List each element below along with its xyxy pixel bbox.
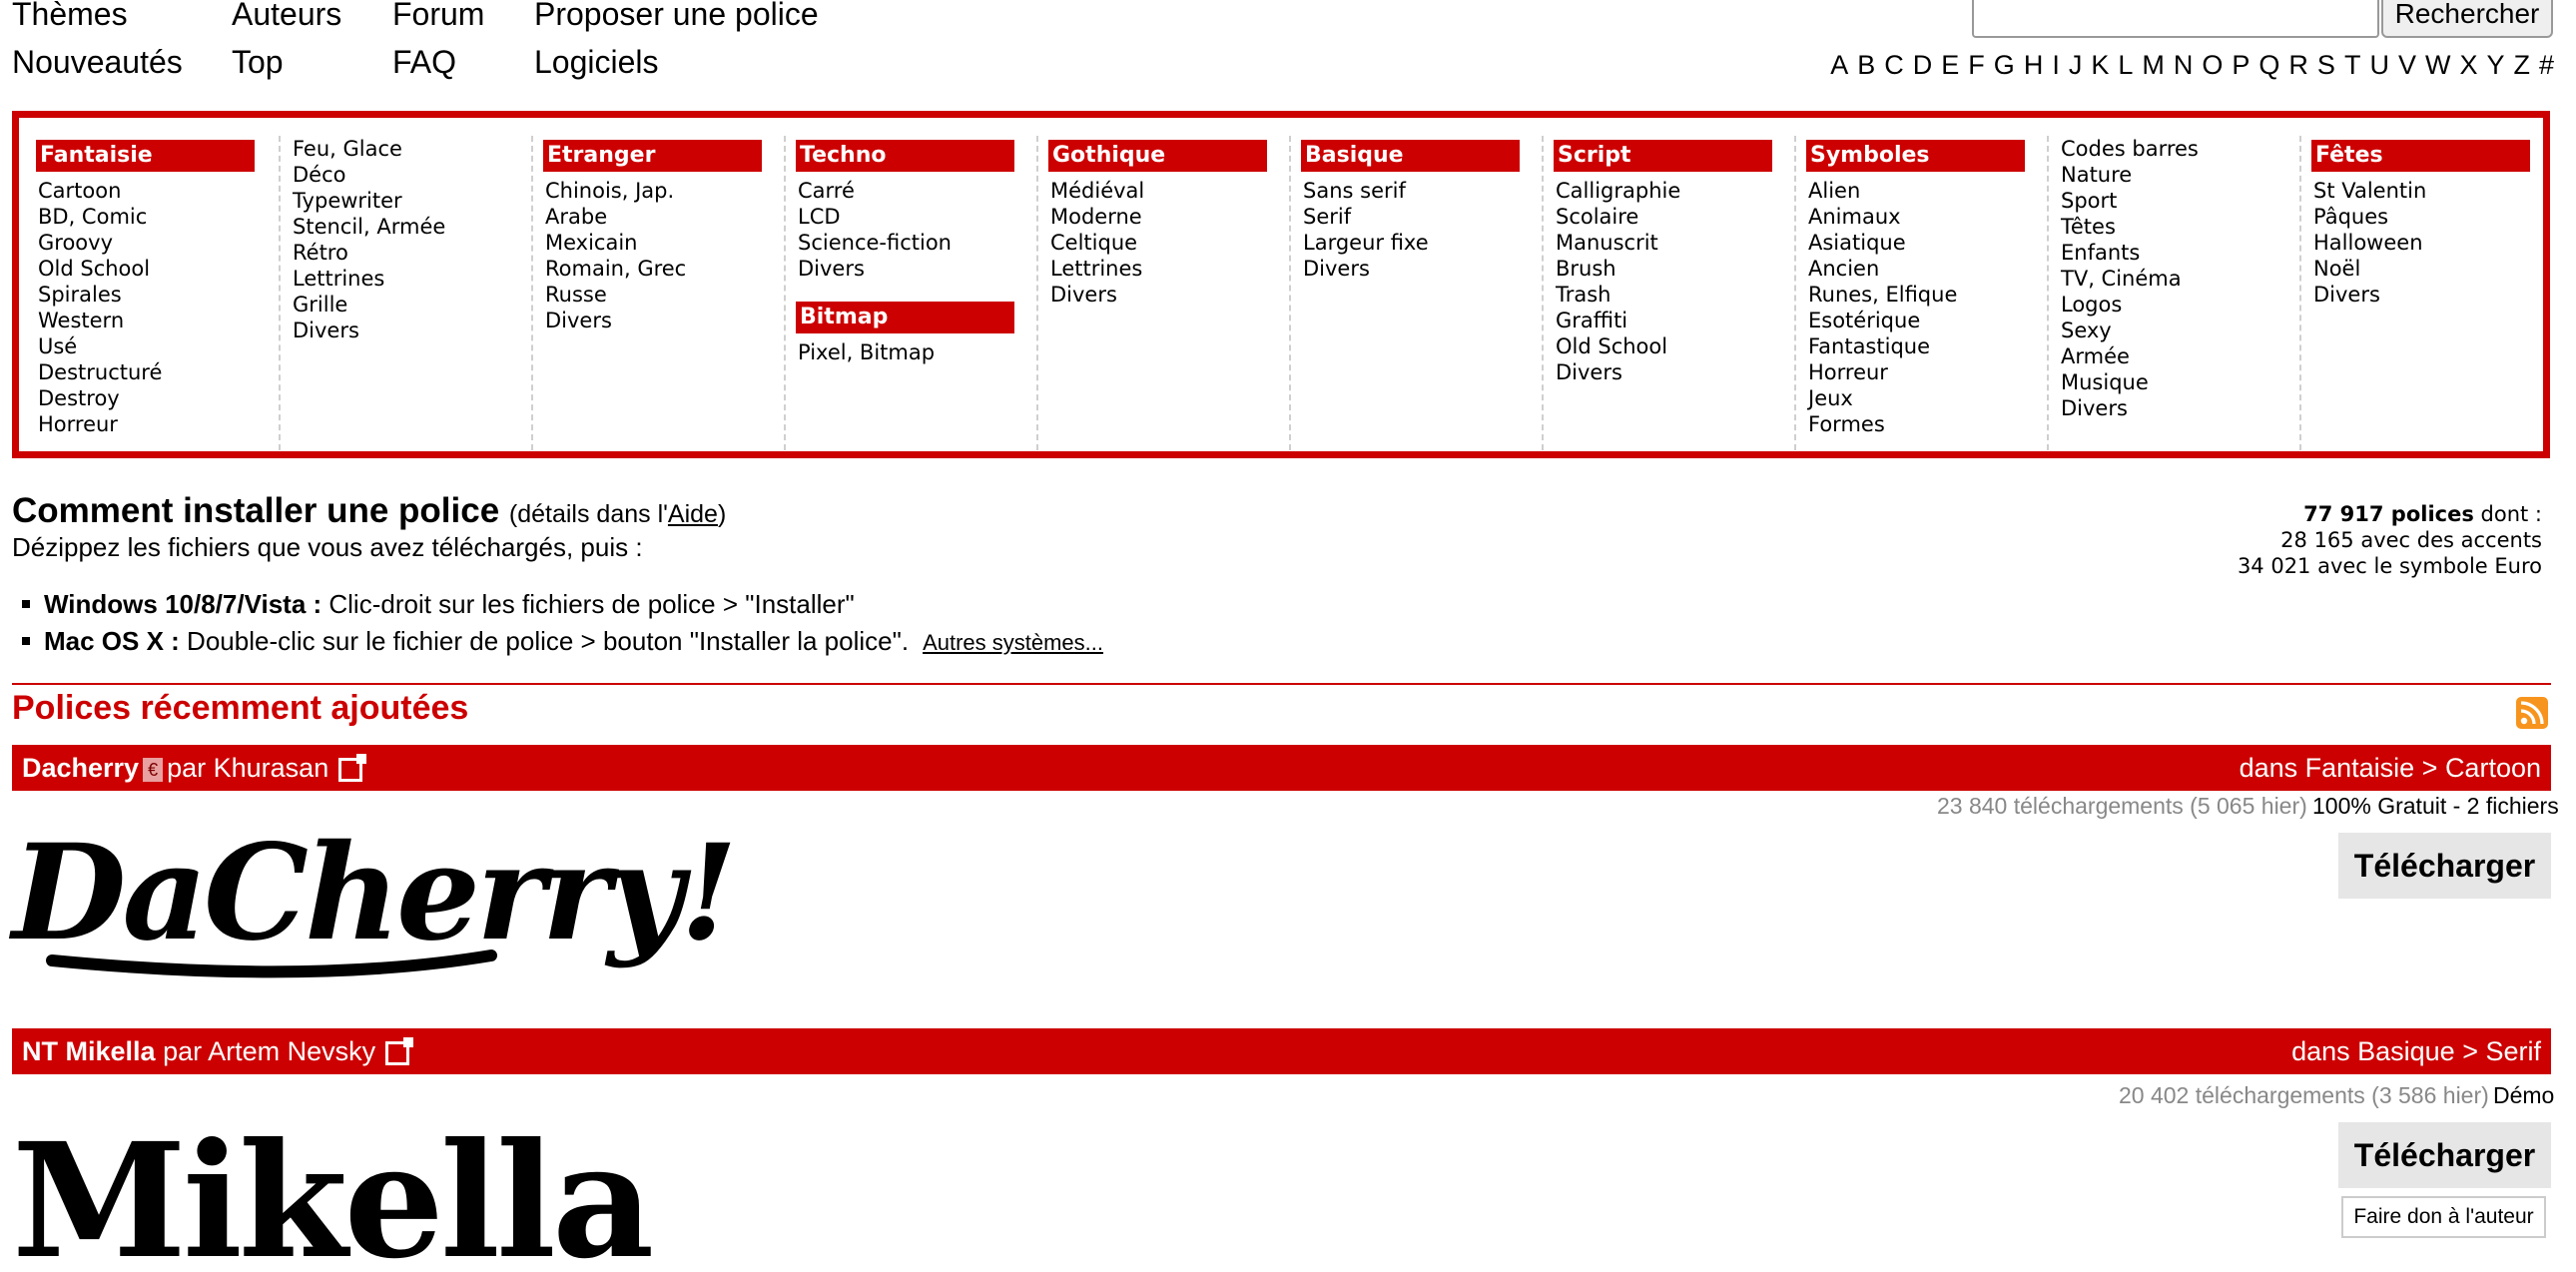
category-item[interactable]: Runes, Elfique: [1808, 283, 1958, 307]
category-item[interactable]: Divers: [293, 318, 359, 342]
stats-total-suffix: dont :: [2473, 502, 2542, 526]
category-item[interactable]: Divers: [545, 309, 612, 332]
category-header[interactable]: Bitmap: [796, 302, 1014, 333]
category-item[interactable]: Destroy: [38, 386, 120, 410]
alphabet-letter[interactable]: U: [2369, 50, 2389, 80]
nav-proposer[interactable]: Proposer une police: [534, 0, 819, 32]
category-column: [1794, 136, 2047, 450]
nav-forum[interactable]: Forum: [392, 0, 485, 32]
search-button[interactable]: Rechercher: [2381, 0, 2553, 38]
font-author[interactable]: Khurasan: [213, 753, 329, 783]
alphabet-letter[interactable]: Z: [2513, 50, 2530, 80]
category-item[interactable]: Lettrines: [293, 267, 385, 291]
alphabet-letter[interactable]: G: [1993, 50, 2015, 80]
category-item[interactable]: LCD: [798, 205, 841, 229]
category-item[interactable]: Calligraphie: [1556, 179, 1681, 203]
category-item[interactable]: Trash: [1556, 283, 1611, 307]
category-item[interactable]: Enfants: [2061, 241, 2141, 265]
category-item[interactable]: Romain, Grec: [545, 257, 687, 281]
category-item[interactable]: Typewriter: [293, 189, 402, 213]
category-item[interactable]: Old School: [1556, 334, 1668, 358]
category-item[interactable]: Divers: [1050, 283, 1117, 307]
category-item[interactable]: Noël: [2313, 257, 2361, 281]
category-item[interactable]: Groovy: [38, 231, 113, 255]
font-preview-mikella[interactable]: [12, 1108, 711, 1272]
category-header[interactable]: Fêtes: [2311, 140, 2530, 172]
font-category[interactable]: dans Basique > Serif: [2291, 1036, 2541, 1066]
alphabet-letter[interactable]: B: [1857, 50, 1876, 80]
nav-logiciels[interactable]: Logiciels: [534, 44, 659, 80]
nav-faq[interactable]: FAQ: [392, 44, 457, 80]
category-header[interactable]: Symboles: [1806, 140, 2025, 172]
category-item[interactable]: Russe: [545, 283, 607, 307]
category-column: [2047, 136, 2299, 450]
category-item[interactable]: Carré: [798, 179, 855, 203]
category-item[interactable]: Fantastique: [1808, 334, 1931, 358]
font-author[interactable]: Artem Nevsky: [208, 1036, 376, 1066]
preview-text: Mikella: [12, 1109, 651, 1272]
aide-link[interactable]: Aide: [667, 500, 718, 528]
font-bar-mikella: [12, 1028, 2551, 1074]
windows-label: Windows 10/8/7/Vista :: [44, 589, 322, 619]
font-preview-dacherry[interactable]: [12, 816, 734, 980]
alphabet-letter[interactable]: J: [2068, 50, 2083, 80]
category-item[interactable]: Manuscrit: [1556, 231, 1658, 255]
category-item[interactable]: Formes: [1808, 412, 1885, 436]
alphabet-letter[interactable]: W: [2424, 50, 2451, 80]
category-item[interactable]: Science-fiction: [798, 231, 952, 255]
category-item[interactable]: Musique: [2061, 370, 2149, 394]
stats-total: 77 917 polices: [2303, 502, 2474, 526]
category-item[interactable]: Armée: [2061, 344, 2130, 368]
category-item[interactable]: Divers: [2061, 396, 2128, 420]
download-button[interactable]: Télécharger: [2338, 833, 2551, 899]
category-item[interactable]: Codes barres: [2061, 137, 2199, 161]
category-item[interactable]: Pâques: [2313, 205, 2389, 229]
install-mac: [12, 626, 1103, 657]
font-name[interactable]: NT Mikella: [22, 1036, 156, 1066]
font-name[interactable]: Dacherry: [22, 753, 140, 783]
category-item[interactable]: Largeur fixe: [1303, 231, 1429, 255]
category-item[interactable]: Divers: [1303, 257, 1370, 281]
category-item[interactable]: BD, Comic: [38, 205, 148, 229]
category-column: [2299, 136, 2552, 450]
preview-text: DaCherry!: [12, 816, 734, 970]
alphabet-letter[interactable]: C: [1884, 50, 1904, 80]
search-input[interactable]: [1972, 0, 2379, 38]
category-item[interactable]: Mexicain: [545, 231, 638, 255]
download-count: 23 840 téléchargements (5 065 hier): [1937, 793, 2307, 819]
alphabet-letter[interactable]: M: [2142, 50, 2165, 80]
alphabet-letter[interactable]: R: [2288, 50, 2308, 80]
category-item[interactable]: St Valentin: [2313, 179, 2427, 203]
category-column: [784, 136, 1036, 450]
alphabet-nav: [1830, 50, 2554, 81]
category-item[interactable]: Esotérique: [1808, 309, 1921, 332]
install-heading: [12, 491, 726, 531]
category-item[interactable]: Rétro: [293, 241, 348, 265]
nav-auteurs[interactable]: Auteurs: [232, 0, 342, 32]
category-item[interactable]: Têtes: [2061, 215, 2116, 239]
alphabet-letter[interactable]: S: [2316, 50, 2335, 80]
category-item[interactable]: Destructuré: [38, 360, 163, 384]
alphabet-letter[interactable]: Y: [2486, 50, 2505, 80]
category-column: [531, 136, 784, 450]
alphabet-letter[interactable]: P: [2232, 50, 2251, 80]
mac-text: Double-clic sur le fichier de police > bouton "Installer la police".: [179, 626, 910, 656]
category-panel: [12, 111, 2550, 458]
category-item[interactable]: Lettrines: [1050, 257, 1143, 281]
category-item[interactable]: Ancien: [1808, 257, 1880, 281]
stats-accents: 28 165 avec des accents: [2280, 528, 2542, 552]
by-label: par: [163, 1036, 203, 1066]
install-list: [12, 589, 1103, 663]
category-column: [1036, 136, 1289, 450]
alphabet-letter[interactable]: O: [2202, 50, 2224, 80]
category-item[interactable]: Sport: [2061, 189, 2118, 213]
category-item[interactable]: Alien: [1808, 179, 1861, 203]
font-bar-dacherry: [12, 745, 2551, 791]
font-stats: [2238, 501, 2542, 579]
category-item[interactable]: Serif: [1303, 205, 1352, 229]
euro-badge: €: [143, 758, 163, 782]
autres-systemes-link[interactable]: Autres systèmes...: [923, 630, 1104, 655]
font-category[interactable]: dans Fantaisie > Cartoon: [2239, 753, 2541, 783]
category-item[interactable]: Western: [38, 309, 125, 332]
category-item[interactable]: Arabe: [545, 205, 608, 229]
category-header[interactable]: Techno: [796, 140, 1014, 172]
license-label: 100% Gratuit - 2 fichiers: [2312, 793, 2559, 819]
details-suffix: ): [717, 500, 727, 528]
category-item[interactable]: Horreur: [38, 412, 118, 436]
license-label: Démo: [2493, 1082, 2555, 1108]
category-header[interactable]: Gothique: [1048, 140, 1267, 172]
category-item[interactable]: Moderne: [1050, 205, 1142, 229]
alphabet-letter[interactable]: V: [2397, 50, 2416, 80]
install-windows: [12, 589, 1103, 620]
category-item[interactable]: Halloween: [2313, 231, 2423, 255]
category-item[interactable]: Horreur: [1808, 360, 1888, 384]
category-item[interactable]: Brush: [1556, 257, 1616, 281]
category-item[interactable]: Cartoon: [38, 179, 122, 203]
mac-label: Mac OS X :: [44, 626, 180, 656]
category-item[interactable]: TV, Cinéma: [2061, 267, 2182, 291]
category-item[interactable]: Divers: [1556, 360, 1622, 384]
section-divider: [12, 683, 2551, 685]
category-item[interactable]: Pixel, Bitmap: [798, 340, 936, 364]
category-column: [1289, 136, 1542, 450]
donate-button[interactable]: Faire don à l'auteur: [2341, 1196, 2546, 1238]
category-column: [1542, 136, 1794, 450]
category-item[interactable]: Animaux: [1808, 205, 1901, 229]
nav-themes[interactable]: Thèmes: [12, 0, 128, 32]
category-item[interactable]: Divers: [798, 257, 865, 281]
category-item[interactable]: Jeux: [1808, 386, 1853, 410]
install-title: Comment installer une police: [12, 491, 500, 530]
install-subtitle: Dézippez les fichiers que vous avez téléchargés, puis :: [12, 532, 643, 562]
alphabet-letter[interactable]: T: [2343, 50, 2361, 80]
alphabet-letter[interactable]: A: [1830, 50, 1849, 80]
alphabet-letter[interactable]: I: [2052, 50, 2060, 80]
windows-text: Clic-droit sur les fichiers de police > "Installer": [322, 589, 855, 619]
category-item[interactable]: Asiatique: [1808, 231, 1906, 255]
rss-icon[interactable]: [2516, 697, 2548, 729]
category-item[interactable]: Logos: [2061, 293, 2123, 317]
alphabet-letter[interactable]: L: [2118, 50, 2134, 80]
category-item[interactable]: Old School: [38, 257, 151, 281]
category-header[interactable]: Etranger: [543, 140, 762, 172]
external-link-icon[interactable]: [338, 758, 362, 782]
category-item[interactable]: Graffiti: [1556, 309, 1628, 332]
category-header[interactable]: Basique: [1301, 140, 1520, 172]
download-button[interactable]: Télécharger: [2338, 1122, 2551, 1188]
alphabet-letter[interactable]: K: [2091, 50, 2110, 80]
alphabet-letter[interactable]: X: [2459, 50, 2478, 80]
category-header[interactable]: Fantaisie: [36, 140, 255, 172]
category-column: [279, 136, 531, 450]
category-column: [26, 136, 279, 450]
category-item[interactable]: Sans serif: [1303, 179, 1406, 203]
nav-nouveautes[interactable]: Nouveautés: [12, 44, 183, 80]
category-item[interactable]: Nature: [2061, 163, 2133, 187]
category-item[interactable]: Stencil, Armée: [293, 215, 446, 239]
external-link-icon[interactable]: [385, 1041, 409, 1065]
details-prefix: (détails dans l': [508, 500, 668, 528]
by-label: par: [167, 753, 207, 783]
alphabet-letter[interactable]: D: [1912, 50, 1933, 80]
category-item[interactable]: Grille: [293, 293, 348, 317]
category-item[interactable]: Divers: [2313, 283, 2380, 307]
alphabet-letter[interactable]: Q: [2258, 50, 2280, 80]
category-item[interactable]: Sexy: [2061, 318, 2112, 342]
download-count: 20 402 téléchargements (3 586 hier): [2119, 1082, 2489, 1108]
alphabet-letter[interactable]: N: [2173, 50, 2194, 80]
alphabet-letter[interactable]: E: [1941, 50, 1960, 80]
category-item[interactable]: Usé: [38, 334, 78, 358]
nav-top[interactable]: Top: [232, 44, 284, 80]
category-header[interactable]: Script: [1554, 140, 1772, 172]
category-item[interactable]: Scolaire: [1556, 205, 1639, 229]
stats-euro: 34 021 avec le symbole Euro: [2237, 554, 2542, 578]
install-details: [509, 500, 726, 528]
category-item[interactable]: Spirales: [38, 283, 122, 307]
category-item[interactable]: Celtique: [1050, 231, 1138, 255]
category-item[interactable]: Médiéval: [1050, 179, 1145, 203]
alphabet-letter[interactable]: #: [2538, 50, 2554, 80]
alphabet-letter[interactable]: H: [2023, 50, 2044, 80]
category-item[interactable]: Feu, Glace: [293, 137, 402, 161]
alphabet-letter[interactable]: F: [1968, 50, 1985, 80]
category-item[interactable]: Déco: [293, 163, 346, 187]
category-item[interactable]: Chinois, Jap.: [545, 179, 675, 203]
recent-title: Polices récemment ajoutées: [12, 689, 469, 727]
